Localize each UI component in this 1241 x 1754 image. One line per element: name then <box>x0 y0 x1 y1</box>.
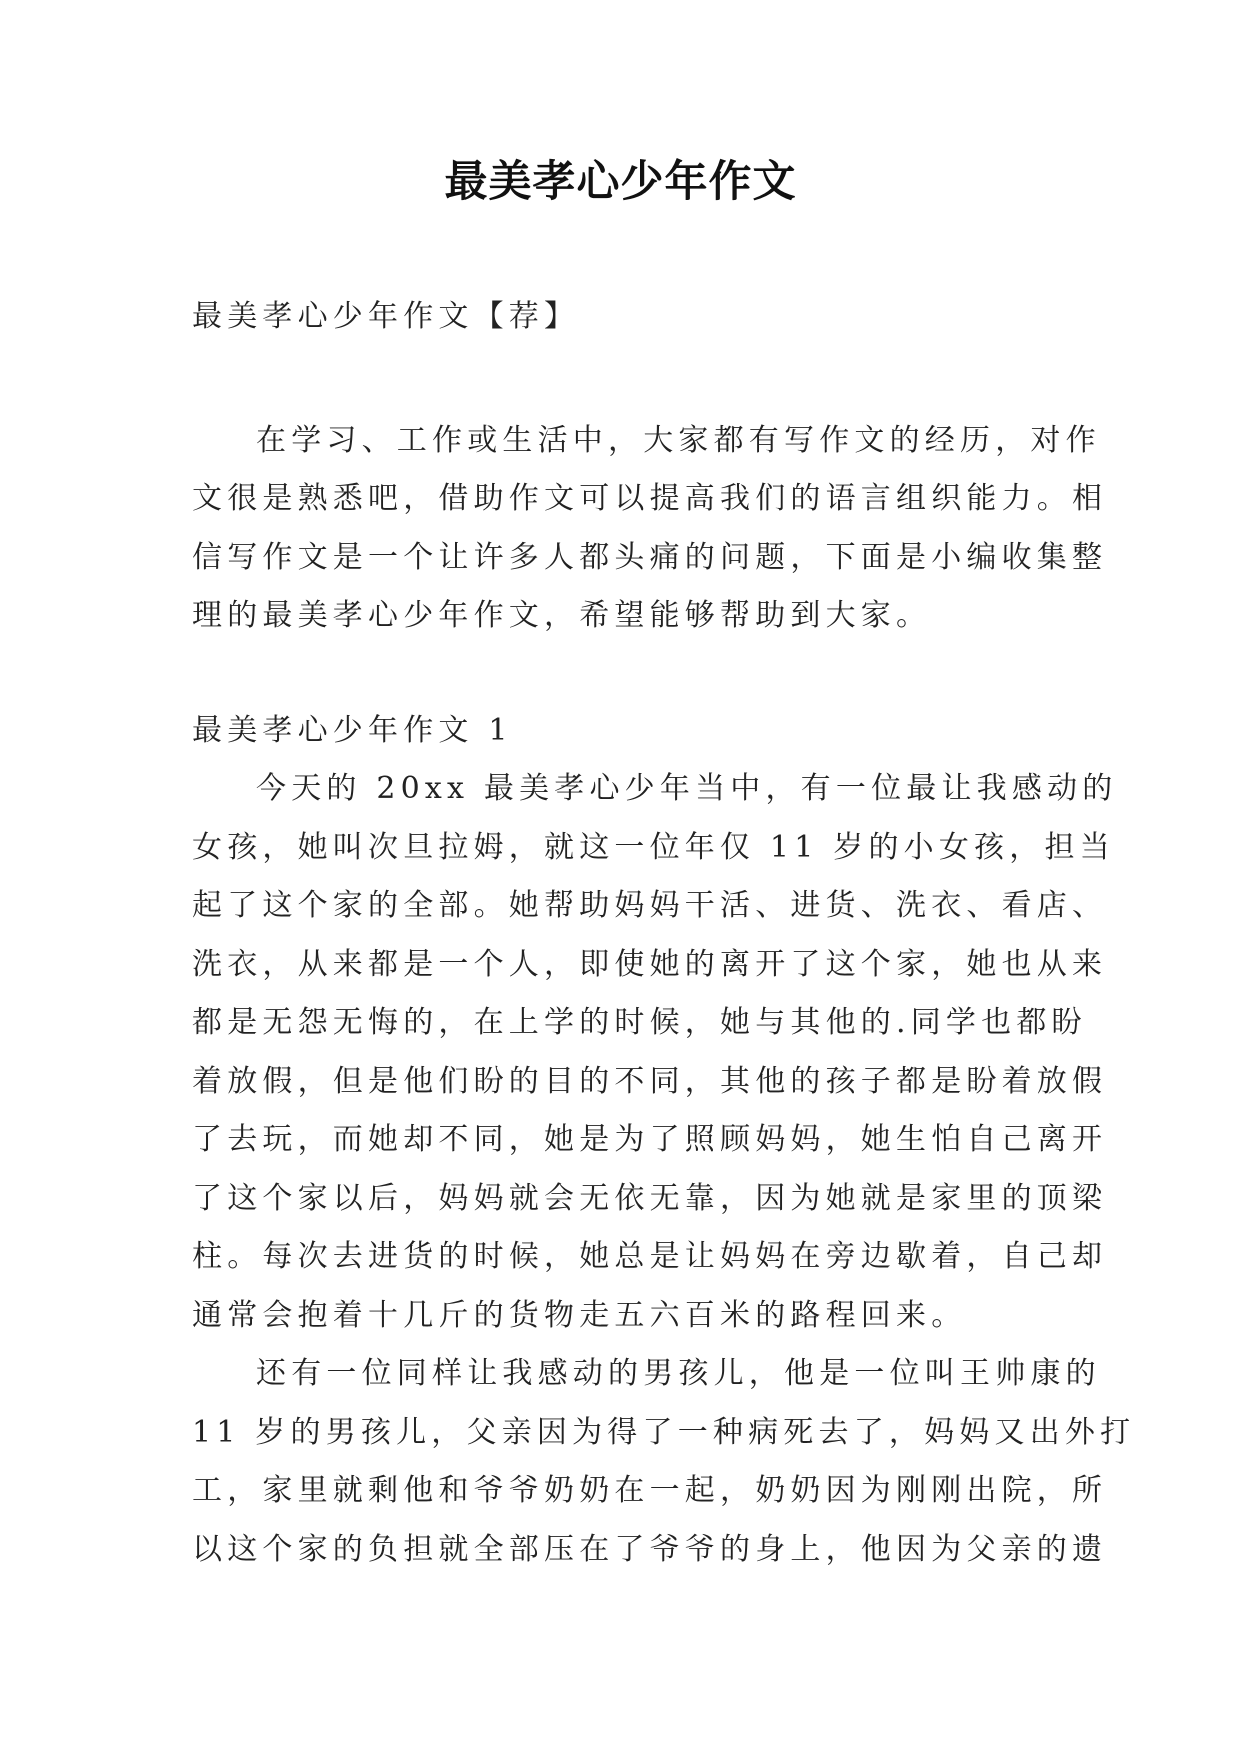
paragraph-line: 起了这个家的全部。她帮助妈妈干活、进货、洗衣、看店、 <box>192 888 1108 923</box>
paragraph-line: 通常会抱着十几斤的货物走五六百米的路程回来。 <box>192 1297 967 1333</box>
paragraph-line: 工，家里就剩他和爷爷奶奶在一起，奶奶因为刚刚出院，所 <box>192 1473 1108 1508</box>
document-subtitle: 最美孝心少年作文【荐】 <box>192 299 580 334</box>
paragraph-line: 还有一位同样让我感动的男孩儿，他是一位叫王帅康的 <box>256 1356 1101 1391</box>
intro-line: 信写作文是一个让许多人都头痛的问题，下面是小编收集整 <box>192 539 1108 575</box>
intro-paragraph <box>192 412 1108 646</box>
intro-line: 理的最美孝心少年作文，希望能够帮助到大家。 <box>192 598 932 633</box>
document-title: 最美孝心少年作文 <box>444 157 797 207</box>
section-heading: 最美孝心少年作文 1 <box>192 712 513 748</box>
intro-line: 文很是熟悉吧，借助作文可以提高我们的语言组织能力。相 <box>192 481 1108 516</box>
paragraph-line: 了这个家以后，妈妈就会无依无靠，因为她就是家里的顶梁 <box>192 1180 1108 1216</box>
paragraph-line: 11 岁的男孩儿，父亲因为得了一种病死去了，妈妈又出外打 <box>192 1414 1136 1450</box>
document-body <box>192 288 1136 1579</box>
paragraph-line: 都是无怨无悔的，在上学的时候，她与其他的.同学也都盼 <box>192 1005 1087 1040</box>
paragraph-line: 女孩，她叫次旦拉姆，就这一位年仅 11 岁的小女孩，担当 <box>192 829 1115 865</box>
paragraph-line: 以这个家的负担就全部压在了爷爷的身上，他因为父亲的遗 <box>192 1531 1108 1567</box>
paragraph-line: 洗衣，从来都是一个人，即使她的离开了这个家，她也从来 <box>192 946 1108 982</box>
intro-line: 在学习、工作或生活中，大家都有写作文的经历，对作 <box>256 422 1101 458</box>
paragraph-line: 了去玩，而她却不同，她是为了照顾妈妈，她生怕自己离开 <box>192 1122 1108 1157</box>
paragraph-line: 着放假，但是他们盼的目的不同，其他的孩子都是盼着放假 <box>192 1063 1108 1099</box>
spacer <box>192 646 1052 702</box>
spacer <box>192 347 1052 412</box>
body-paragraph-2 <box>192 1345 1136 1579</box>
paragraph-line: 今天的 20xx 最美孝心少年当中，有一位最让我感动的 <box>256 771 1118 806</box>
body-paragraph-1 <box>192 760 1118 1345</box>
paragraph-line: 柱。每次去进货的时候，她总是让妈妈在旁边歇着，自己却 <box>192 1239 1108 1274</box>
